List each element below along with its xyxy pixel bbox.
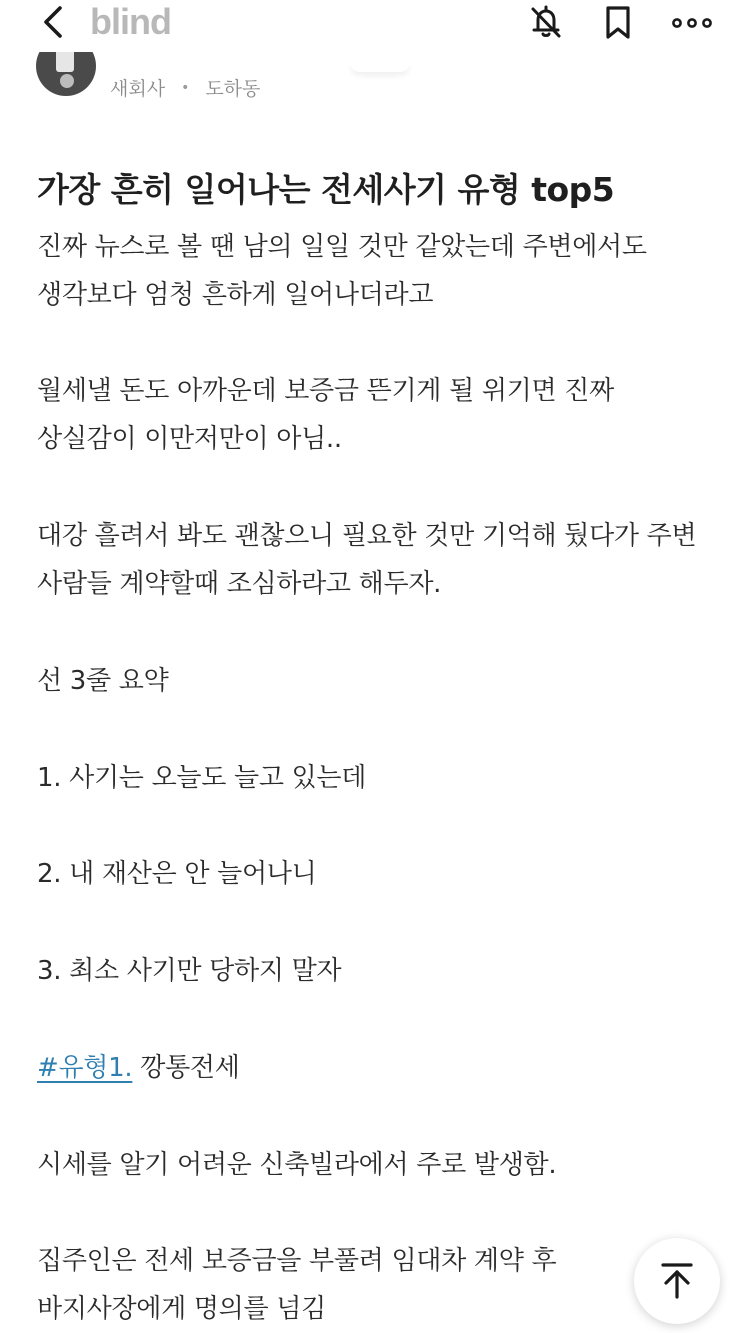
- location-name: 도하동: [205, 78, 261, 100]
- author-meta: [110, 74, 260, 101]
- body-line: 시세를 알기 어려운 신축빌라에서 주로 발생함.: [37, 1150, 557, 1180]
- body-line: 생각보다 엄청 흔하게 일어나더라고: [37, 280, 434, 310]
- bookmark-icon[interactable]: [598, 2, 638, 42]
- author-row: [0, 52, 750, 112]
- body-line: 선 3줄 요약: [37, 666, 169, 696]
- body-line: 진짜 뉴스로 볼 땐 남의 일일 것만 같았는데 주변에서도: [37, 232, 647, 262]
- body-line: 상실감이 이만저만이 아님..: [37, 424, 342, 454]
- body-line: 대강 흘려서 봐도 괜찮으니 필요한 것만 기억해 뒀다가 주변: [37, 521, 697, 551]
- more-icon[interactable]: [670, 2, 714, 42]
- meta-separator: •: [181, 79, 190, 96]
- body-line: 사람들 계약할때 조심하라고 해두자.: [37, 569, 442, 599]
- scroll-to-top-button[interactable]: [634, 1238, 720, 1324]
- reaction-bubble: [350, 62, 410, 72]
- company-name[interactable]: 새회사: [110, 78, 166, 100]
- body-line: 월세낼 돈도 아까운데 보증금 뜬기게 될 위기면 진짜: [37, 376, 614, 406]
- body-line: 1. 사기는 오늘도 늘고 있는데: [37, 763, 367, 793]
- hashtag-link[interactable]: #유형1.: [37, 1053, 133, 1083]
- arrow-up-icon: [657, 1261, 697, 1301]
- body-line: 2. 내 재산은 안 늘어나니: [37, 859, 317, 889]
- notification-off-icon[interactable]: [526, 2, 566, 42]
- back-arrow-icon[interactable]: [36, 4, 72, 40]
- blind-logo[interactable]: blind: [90, 1, 171, 42]
- hashtag-line: [37, 1047, 717, 1084]
- top-bar: [0, 0, 750, 52]
- hashtag-line-text: 깡통전세: [132, 1053, 240, 1083]
- body-line: 집주인은 전세 보증금을 부풀려 임대차 계약 후: [37, 1246, 557, 1276]
- post-title: 가장 흔히 일어나는 전세사기 유형 top5: [37, 170, 615, 209]
- body-line: 바지사장에게 명의를 넘김: [37, 1294, 326, 1324]
- body-line: 3. 최소 사기만 당하지 말자: [37, 956, 342, 986]
